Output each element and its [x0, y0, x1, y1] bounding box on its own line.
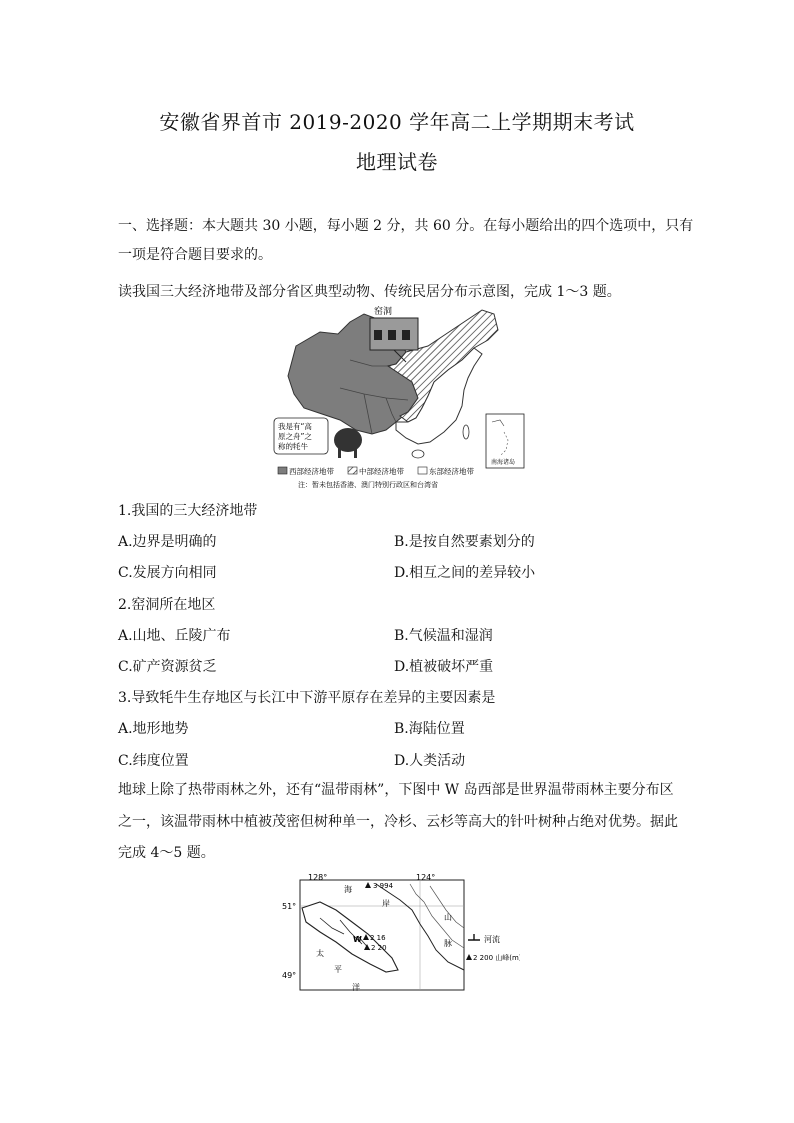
legend-west-swatch — [278, 467, 287, 474]
question-1-option-a[interactable]: A.边界是明确的 — [118, 534, 217, 550]
china-economic-zones-map — [268, 304, 530, 492]
yak-bubble-line2: 原之舟”之 — [278, 432, 312, 441]
mountain-label-2: 脉 — [444, 939, 452, 948]
ocean-label-1: 太 — [316, 949, 324, 958]
ocean-label-3: 洋 — [352, 983, 360, 992]
exam-title: 安徽省界首市 2019-2020 学年高二上学期期末考试 — [159, 110, 635, 134]
legend-peak-label: 2 200 山峰(m) — [473, 954, 520, 962]
question-2-option-b[interactable]: B.气候温和湿润 — [394, 628, 493, 644]
lon-right-label: 124° — [416, 873, 436, 882]
lat-bottom-label: 49° — [282, 971, 297, 980]
legend-west-label: 西部经济地带 — [289, 467, 334, 476]
question-1-option-c[interactable]: C.发展方向相同 — [118, 565, 217, 581]
question-3-option-a[interactable]: A.地形地势 — [118, 721, 189, 737]
legend-central-label: 中部经济地带 — [359, 467, 404, 476]
question-1-stem: 1.我国的三大经济地带 — [118, 503, 258, 519]
question-3-option-b[interactable]: B.海陆位置 — [394, 721, 465, 737]
mountain-label-1: 山 — [444, 913, 452, 922]
legend-river-label: 河流 — [484, 935, 500, 944]
question-lead-2-line2: 之一，该温带雨林中植被茂密但树种单一，冷杉、云杉等高大的针叶树种占绝对优势。据此 — [118, 814, 678, 830]
question-lead-1: 读我国三大经济地带及部分省区典型动物、传统民居分布示意图，完成 1～3 题。 — [118, 284, 621, 300]
section-intro-line1: 一、选择题：本大题共 30 小题，每小题 2 分，共 60 分。在每小题给出的四个选项中，只有 — [118, 218, 694, 234]
lat-top-label: 51° — [282, 902, 297, 911]
map-note: 注：暂未包括香港、澳门特别行政区和台湾省 — [298, 481, 438, 489]
yak-bubble-line3: 称的牦牛 — [278, 442, 308, 451]
coast-label: 岸 — [382, 899, 390, 908]
peak-1-label: 3 994 — [373, 882, 394, 890]
section-intro-line2: 一项是符合题目要求的。 — [118, 247, 272, 263]
question-3-option-d[interactable]: D.人类活动 — [394, 753, 466, 769]
question-2-stem: 2.窑洞所在地区 — [118, 597, 216, 613]
legend-river-icon — [468, 934, 480, 940]
question-2-option-c[interactable]: C.矿产资源贫乏 — [118, 659, 217, 675]
ocean-label-2: 平 — [334, 965, 342, 974]
question-1-option-b[interactable]: B.是按自然要素划分的 — [394, 534, 535, 550]
lon-left-label: 128° — [308, 873, 328, 882]
question-lead-2-line3: 完成 4～5 题。 — [118, 845, 215, 861]
legend-central-swatch — [348, 467, 357, 474]
question-2-option-a[interactable]: A.山地、丘陵广布 — [118, 628, 231, 644]
question-2-option-d[interactable]: D.植被破坏严重 — [394, 659, 494, 675]
question-3-stem: 3.导致牦牛生存地区与长江中下游平原存在差异的主要因素是 — [118, 690, 496, 706]
w-island-map — [280, 870, 520, 1006]
question-3-option-c[interactable]: C.纬度位置 — [118, 753, 189, 769]
sea-label: 海 — [344, 885, 352, 894]
exam-subject-title: 地理试卷 — [356, 150, 438, 174]
legend-east-label: 东部经济地带 — [429, 467, 474, 476]
legend-east-swatch — [418, 467, 427, 474]
question-lead-2-line1: 地球上除了热带雨林之外，还有“温带雨林”，下图中 W 岛西部是世界温带雨林主要分布区 — [118, 782, 674, 798]
legend-peak-icon — [466, 954, 472, 960]
inset-label: 南海诸岛 — [491, 459, 516, 466]
cave-label: 窑洞 — [374, 307, 393, 317]
peak-2-label: 2 16 — [370, 934, 386, 942]
question-1-option-d[interactable]: D.相互之间的差异较小 — [394, 565, 536, 581]
yak-bubble-line1: 我是有“高 — [278, 422, 312, 431]
w-island-label: W — [353, 935, 362, 944]
peak-3-label: 2 20 — [371, 944, 387, 952]
